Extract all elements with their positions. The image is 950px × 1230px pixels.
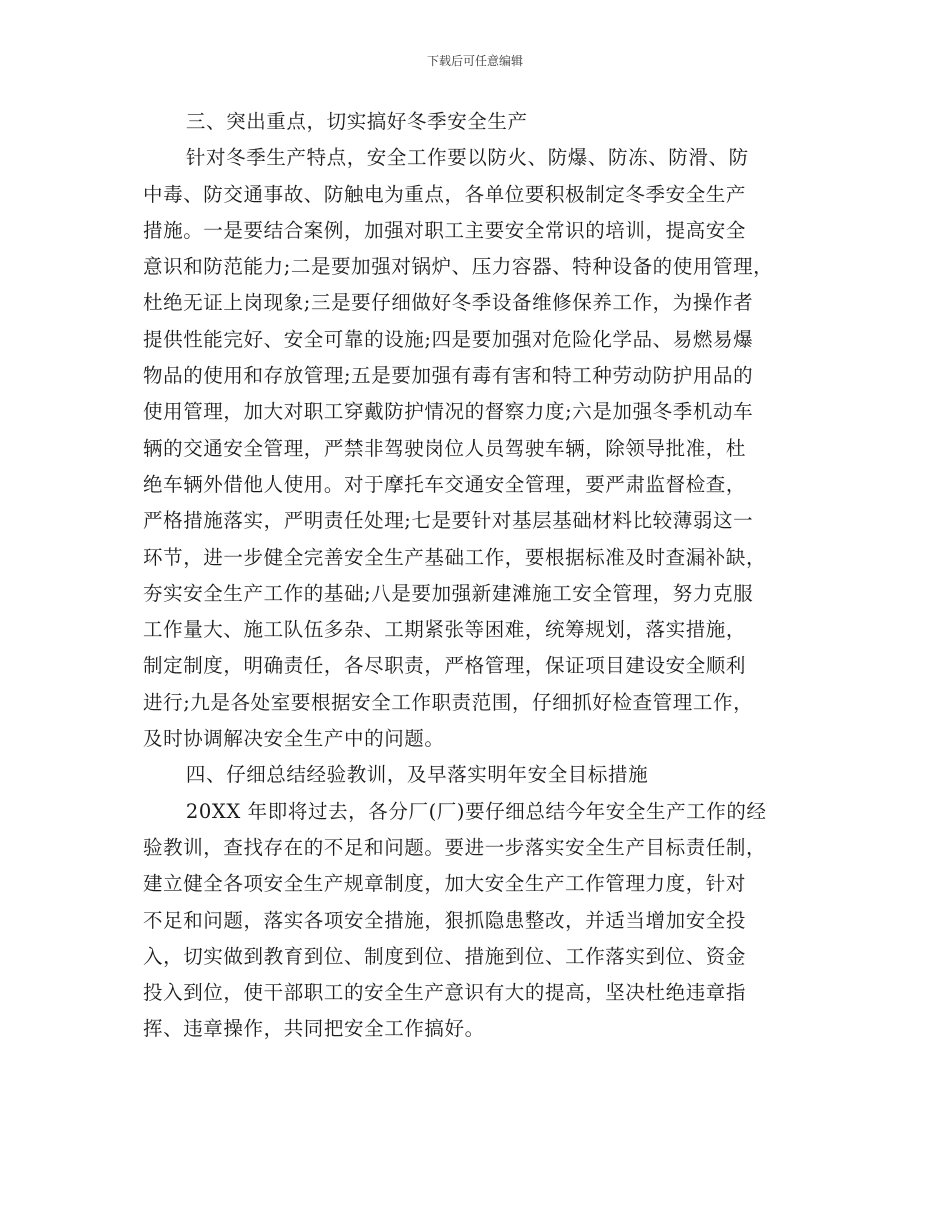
text-line: 措施。一是要结合案例，加强对职工主要安全常识的培训，提高安全 xyxy=(143,218,747,242)
section-heading-3: 三、突出重点，切实搞好冬季安全生产 xyxy=(185,110,528,133)
section-heading-4: 四、仔细总结经验教训，及早落实明年安全目标措施 xyxy=(185,763,649,787)
section-paragraph-4 xyxy=(143,794,809,1048)
text-line: 工作量大、施工队伍多杂、工期紧张等困难，统筹规划，落实措施， xyxy=(143,618,747,642)
text-line: 验教训，查找存在的不足和问题。要进一步落实安全生产目标责任制， xyxy=(143,835,767,859)
text-line: 绝车辆外借他人使用。对于摩托车交通安全管理，要严肃监督检查， xyxy=(143,472,747,496)
text-line: 投入到位，使干部职工的安全生产意识有大的提高，坚决杜绝违章指 xyxy=(143,981,747,1005)
text-line: 物品的使用和存放管理;五是要加强有毒有害和特工种劳动防护用品的 xyxy=(143,364,754,388)
text-line: 环节，进一步健全完善安全生产基础工作，要根据标准及时查漏补缺， xyxy=(143,545,767,569)
text-line: 意识和防范能力;二是要加强对锅炉、压力容器、特种设备的使用管理， xyxy=(143,255,774,279)
text-line: 入，切实做到教育到位、制度到位、措施到位、工作落实到位、资金 xyxy=(143,944,747,968)
text-line: 辆的交通安全管理，严禁非驾驶岗位人员驾驶车辆，除领导批准，杜 xyxy=(143,436,747,460)
text-line: 夯实安全生产工作的基础;八是要加强新建滩施工安全管理，努力克服 xyxy=(143,581,754,605)
header-note: 下载后可任意编辑 xyxy=(426,54,523,68)
text-line: 挥、违章操作，共同把安全工作搞好。 xyxy=(143,1017,485,1041)
text-line: 使用管理，加大对职工穿戴防护情况的督察力度;六是加强冬季机动车 xyxy=(143,400,754,424)
text-line: 进行;九是各处室要根据安全工作职责范围，仔细抓好检查管理工作， xyxy=(143,690,754,714)
text-line: 不足和问题，落实各项安全措施，狠抓隐患整改，并适当增加安全投 xyxy=(143,908,747,932)
text-line: 提供性能完好、安全可靠的设施;四是要加强对危险化学品、易燃易爆 xyxy=(143,327,754,351)
text-line: 杜绝无证上岗现象;三是要仔细做好冬季设备维修保养工作，为操作者 xyxy=(143,291,754,315)
text-line: 及时协调解决安全生产中的问题。 xyxy=(143,727,445,751)
text-line: 中毒、防交通事故、防触电为重点，各单位要积极制定冬季安全生产 xyxy=(143,182,747,206)
text-line: 20XX 年即将过去，各分厂(厂)要仔细总结今年安全生产工作的经 xyxy=(185,799,767,823)
text-line: 制定制度，明确责任，各尽职责，严格管理，保证项目建设安全顺利 xyxy=(143,654,747,678)
text-line: 针对冬季生产特点，安全工作要以防火、防爆、防冻、防滑、防 xyxy=(185,146,749,170)
document-body xyxy=(143,104,809,1048)
text-line: 建立健全各项安全生产规章制度，加大安全生产工作管理力度，针对 xyxy=(143,872,747,896)
text-line: 严格措施落实，严明责任处理;七是要针对基层基础材料比较薄弱这一 xyxy=(143,509,754,533)
section-paragraph-3 xyxy=(143,140,809,757)
